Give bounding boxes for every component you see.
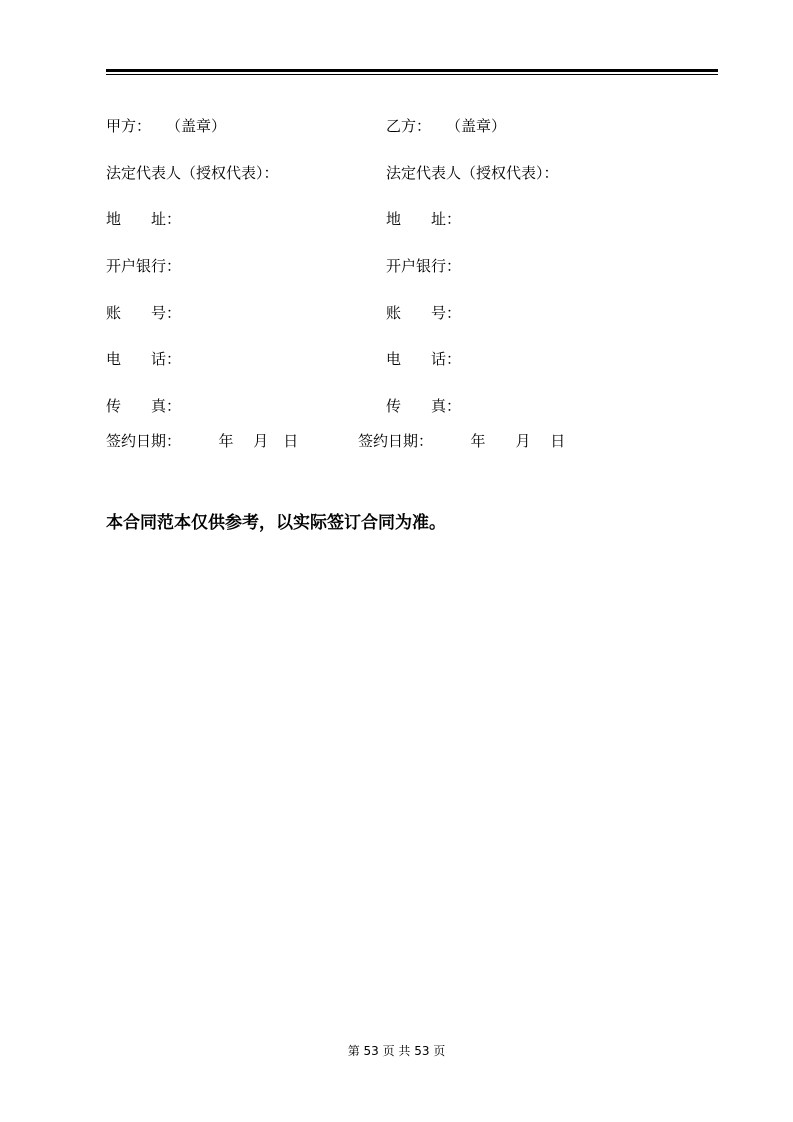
- disclaimer-notice: 本合同范本仅供参考，以实际签订合同为准。: [106, 513, 446, 533]
- header-rule-thin: [106, 74, 718, 75]
- party-b-account: 账 号：: [386, 304, 462, 322]
- party-a-phone: 电 话：: [106, 350, 182, 368]
- party-b-legal-rep: 法定代表人（授权代表）：: [386, 164, 559, 182]
- party-b-phone: 电 话：: [386, 350, 462, 368]
- sign-date-right: 签约日期： 年 月 日: [358, 432, 566, 450]
- party-b-bank: 开户银行：: [386, 257, 462, 275]
- party-a-account: 账 号：: [106, 304, 182, 322]
- party-a-name: 甲方： （盖章）: [106, 117, 227, 135]
- header-rule-thick: [106, 69, 718, 72]
- page-number: 第 53 页 共 53 页: [347, 1044, 446, 1058]
- sign-date-left: 签约日期： 年 月 日: [106, 432, 299, 450]
- party-b-name: 乙方： （盖章）: [386, 117, 507, 135]
- party-a-address: 地 址：: [106, 210, 182, 228]
- party-b-fax: 传 真：: [386, 397, 462, 415]
- party-b-address: 地 址：: [386, 210, 462, 228]
- party-a-fax: 传 真：: [106, 397, 182, 415]
- party-a-legal-rep: 法定代表人（授权代表）：: [106, 164, 279, 182]
- party-a-bank: 开户银行：: [106, 257, 182, 275]
